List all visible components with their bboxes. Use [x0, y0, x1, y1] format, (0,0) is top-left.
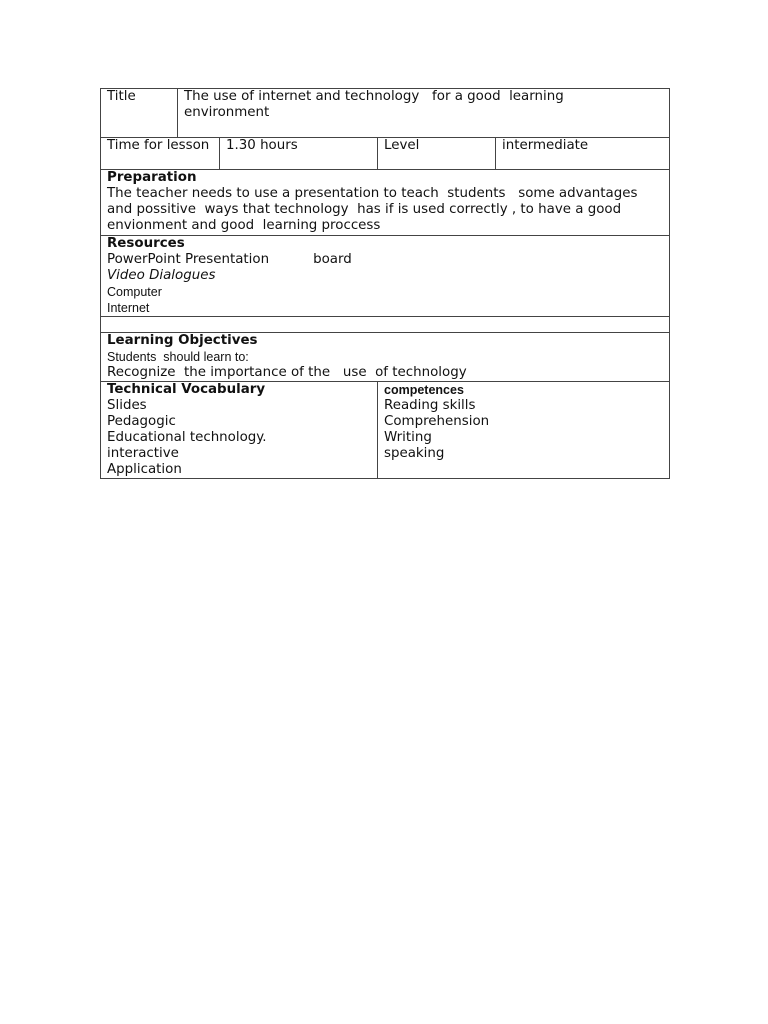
vocabulary-item: Slides: [107, 398, 147, 413]
preparation-cell: [101, 170, 670, 236]
competence-item: Comprehension: [384, 414, 490, 429]
preparation-row: [101, 170, 670, 236]
resources-heading: Resources: [107, 236, 185, 251]
empty-cell: [101, 317, 670, 333]
competence-item: Writing: [384, 430, 432, 445]
vocabulary-heading: Technical Vocabulary: [107, 382, 266, 397]
learning-objectives-intro: Students should learn to:: [107, 350, 249, 364]
resources-row: [101, 236, 670, 317]
title-line-2: environment: [184, 105, 270, 120]
empty-row: [101, 317, 670, 333]
vocabulary-item: interactive: [107, 446, 179, 461]
vocabulary-item: Pedagogic: [107, 414, 176, 429]
title-label: Title: [107, 89, 136, 104]
competence-item: speaking: [384, 446, 445, 461]
learning-objectives-heading: Learning Objectives: [107, 333, 258, 348]
preparation-line-3: envionment and good learning proccess: [107, 218, 381, 233]
preparation-line-2: and possitive ways that technology has if is used correctly , to have a good: [107, 202, 622, 217]
title-row: [101, 89, 670, 138]
vocabulary-item: Application: [107, 462, 182, 477]
time-level-row: [101, 138, 670, 170]
resource-board: board: [313, 252, 352, 267]
resource-powerpoint-line: [107, 252, 663, 268]
resource-powerpoint: PowerPoint Presentation: [107, 252, 270, 267]
resource-video: Video Dialogues: [107, 268, 216, 283]
duration-cell: [220, 138, 378, 170]
learning-objective-item: Recognize the importance of the use of technology: [107, 365, 467, 380]
time-for-lesson-label: Time for lesson: [107, 138, 210, 153]
lesson-duration: 1.30 hours: [226, 138, 298, 153]
time-label-cell: [101, 138, 220, 170]
vocabulary-item: Educational technology.: [107, 430, 267, 445]
learning-objectives-row: [101, 333, 670, 382]
title-value-cell: [178, 89, 670, 138]
competence-item: Reading skills: [384, 398, 476, 413]
learning-objectives-cell: [101, 333, 670, 382]
vocabulary-competences-row: [101, 382, 670, 479]
resource-internet: Internet: [107, 301, 150, 315]
level-label-cell: [378, 138, 496, 170]
level-label: Level: [384, 138, 420, 153]
resource-computer: Computer: [107, 285, 162, 299]
lesson-plan-table: [100, 88, 670, 479]
title-label-cell: [101, 89, 178, 138]
preparation-heading: Preparation: [107, 170, 197, 185]
level-value-cell: [496, 138, 670, 170]
level-value: intermediate: [502, 138, 589, 153]
title-line-1: The use of internet and technology for a good learning: [184, 89, 564, 104]
resources-cell: [101, 236, 670, 317]
preparation-line-1: The teacher needs to use a presentation to teach students some advantages: [107, 186, 638, 201]
vocabulary-cell: [101, 382, 378, 479]
competences-heading: competences: [384, 383, 464, 397]
competences-cell: [378, 382, 670, 479]
